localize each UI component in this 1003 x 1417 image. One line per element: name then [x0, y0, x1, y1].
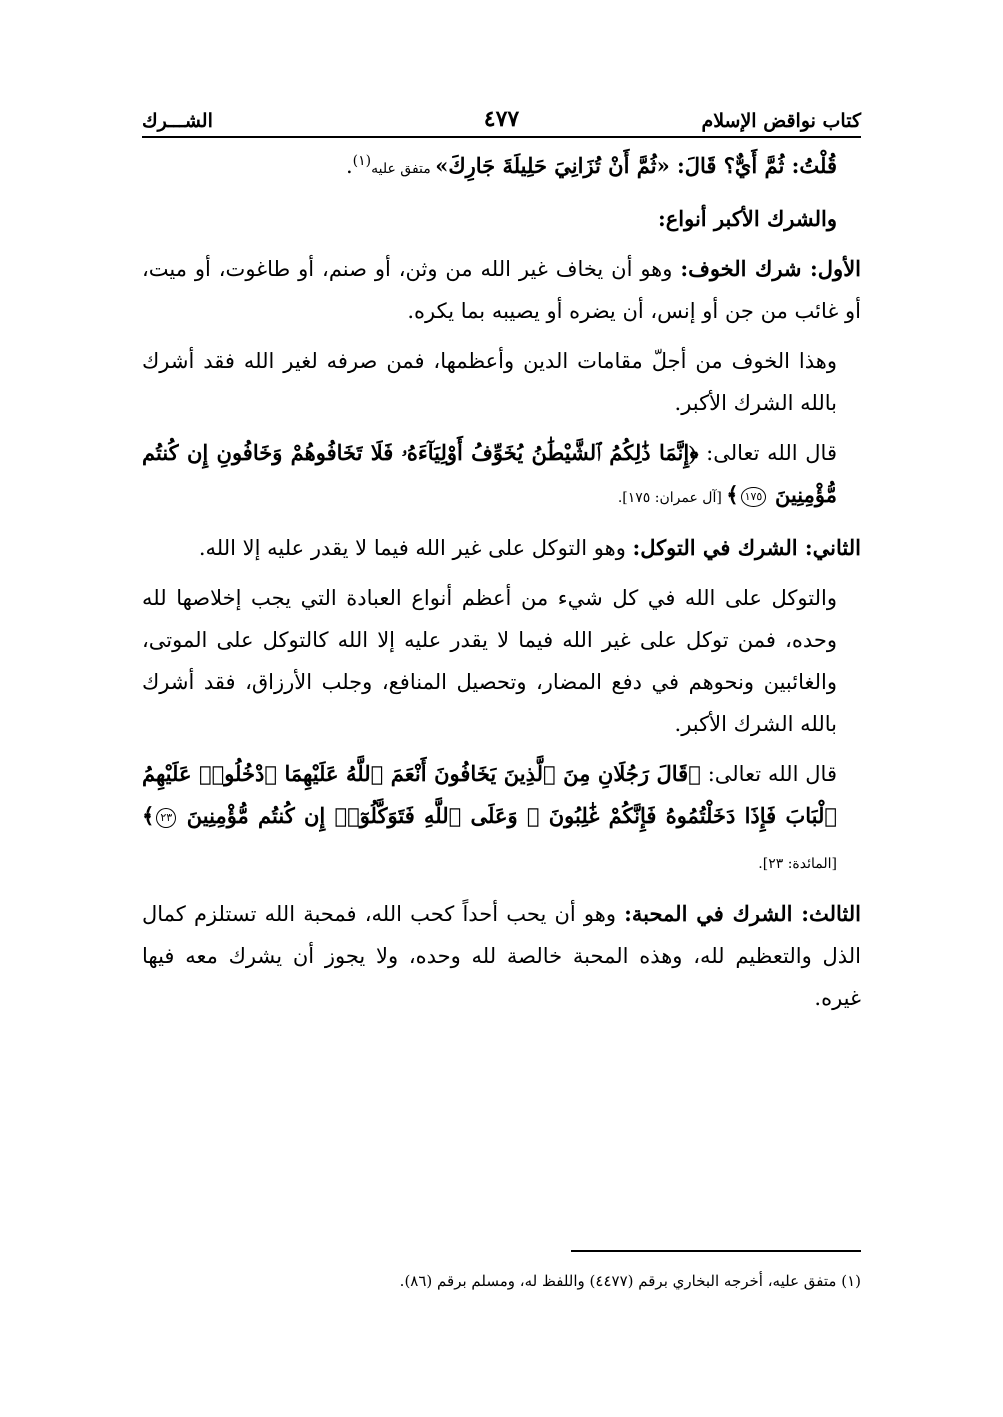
verse-2: [142, 753, 861, 885]
type-third: [142, 893, 861, 1019]
verse-1: [142, 432, 861, 519]
verse-2-intro: قال الله تعالى:: [700, 762, 837, 786]
hadith-text: قُلْتُ: ثُمَّ أَيٌّ؟ قَالَ: «ثُمَّ أَنْ تُزَانِيَ حَلِيلَةَ جَارِكَ»: [435, 153, 837, 178]
verse-1-intro: قال الله تعالى:: [698, 441, 837, 465]
ayah-number-marker: ١٧٥: [741, 487, 767, 507]
verse-1-text: ﴿إِنَّمَا ذَٰلِكُمُ ٱلشَّيْطَٰنُ يُخَوِّفُ أَوْلِيَآءَهُۥ فَلَا تَخَافُوهُمْ وَخَافُونِ إِن كُنتُم مُّؤْمِنِينَ: [142, 440, 837, 507]
footnote-ref[interactable]: (١): [352, 153, 372, 169]
verse-1-reference: [آل عمران: ١٧٥].: [617, 490, 727, 506]
type-second-label: الثاني: الشرك في التوكل:: [632, 535, 861, 560]
fear-paragraph: وهذا الخوف من أجلّ مقامات الدين وأعظمها، فمن صرفه لغير الله فقد أشرك بالله الشرك الأكبر.: [142, 349, 837, 415]
type-second-text: وهو التوكل على غير الله فيما لا يقدر عليه إلا الله.: [198, 536, 633, 560]
main-text: [142, 140, 861, 1027]
type-third-label: الثالث: الشرك في المحبة:: [624, 901, 861, 926]
type-first-label: الأول: شرك الخوف:: [680, 256, 862, 281]
footnote-divider: [571, 1250, 861, 1252]
page-number: ٤٧٧: [483, 106, 520, 132]
section-title: الشـــرك: [142, 110, 213, 132]
hadith-end: .: [345, 154, 353, 178]
book-title: كتاب نواقض الإسلام: [701, 110, 861, 132]
hadith-line: [142, 140, 861, 190]
type-second: [142, 527, 861, 569]
type-third-text: وهو أن يحب أحداً كحب الله، فمحبة الله تستلزم كمال الذل والتعظيم لله، وهذه المحبة خالصة لله وحده، ولا يجوز أن يشرك معه فيها غيره.: [142, 902, 861, 1010]
verse-2-close: ﴾: [142, 803, 155, 828]
verse-1-close: ﴾: [726, 482, 739, 507]
verse-2-text: ﴿قَالَ رَجُلَانِ مِنَ ٱلَّذِينَ يَخَافُونَ أَنْعَمَ ٱللَّهُ عَلَيْهِمَا ٱدْخُلُوا۟ عَلَيْهِمُ ٱلْبَابَ فَإِذَا دَخَلْتُمُوهُ فَإِنَّكُمْ غَٰلِبُونَ ۚ وَعَلَى ٱللَّهِ فَتَوَكَّلُوٓا۟ إِن كُنتُم مُّؤْمِنِينَ: [142, 761, 837, 828]
type-first-text: وهو أن يخاف غير الله من وثن، أو صنم، أو طاغوت، أو ميت، أو غائب من جن أو إنس، أن يضره أو يصيبه بما يكره.: [142, 257, 861, 323]
footnote: (١) متفق عليه، أخرجه البخاري برقم (٤٤٧٧) واللفظ له، ومسلم برقم (٨٦).: [399, 1272, 861, 1290]
type-first: [142, 248, 861, 332]
hadith-attribution: متفق عليه: [371, 161, 436, 177]
verse-2-reference: [المائدة: ٢٣].: [758, 856, 837, 872]
types-heading: والشرك الأكبر أنواع:: [657, 206, 837, 231]
ayah-number-marker: ٢٣: [156, 808, 176, 828]
running-header: [142, 96, 861, 138]
tawakkul-paragraph: والتوكل على الله في كل شيء من أعظم أنواع العبادة التي يجب إخلاصها لله وحده، فمن توكل على غير الله فيما لا يقدر عليه إلا الله كالتوكل على الموتى، والغائبين ونحوهم في دفع المضار، وتحصيل المنافع، وجلب الأرزاق، فقد أشرك بالله الشرك الأكبر.: [142, 586, 837, 736]
